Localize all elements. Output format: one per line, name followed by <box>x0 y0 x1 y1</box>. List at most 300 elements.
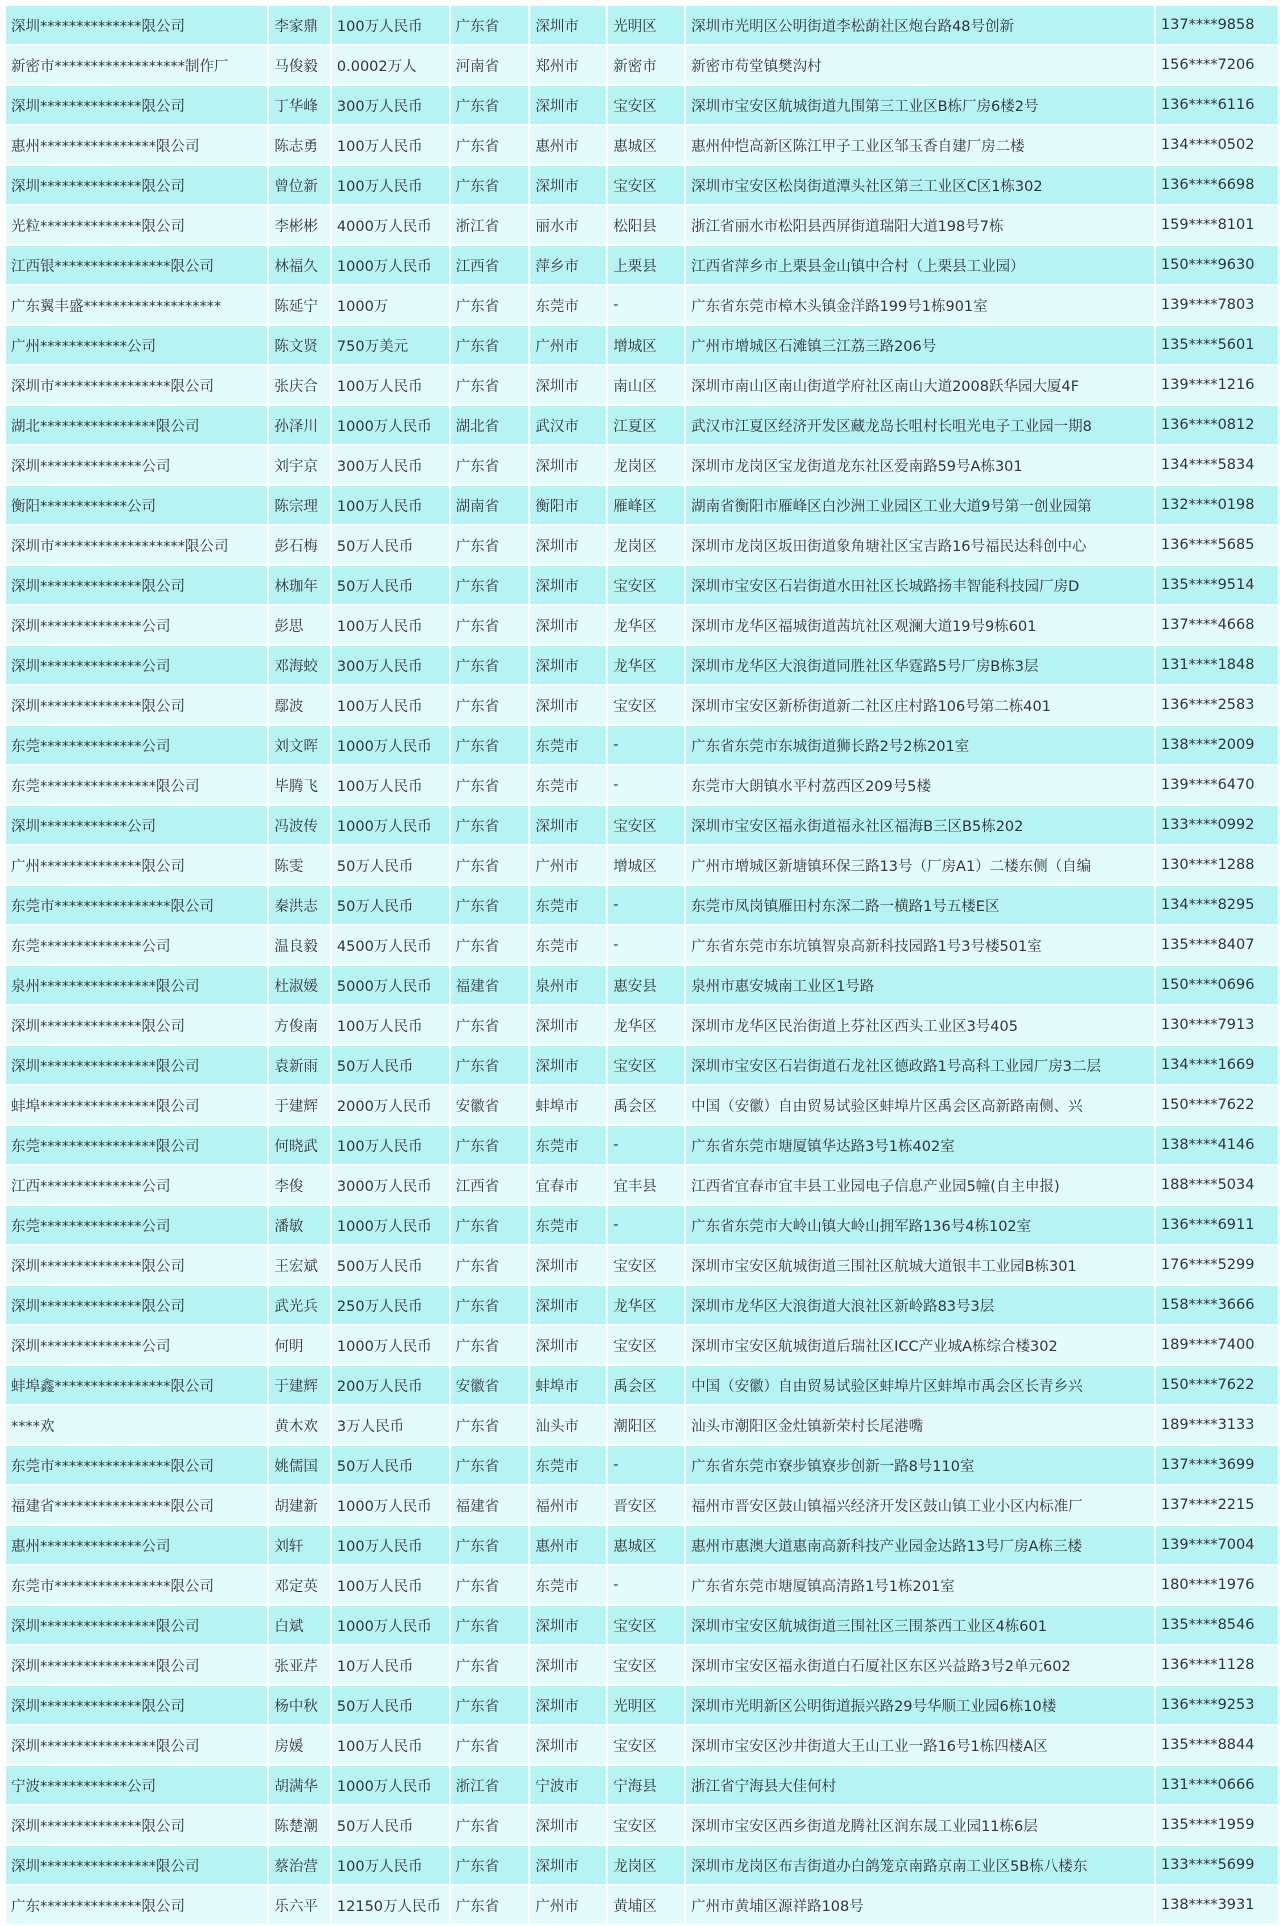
company-name-cell: 新密市******************制作厂 <box>6 46 267 84</box>
table-row <box>6 1166 1278 1204</box>
capital-cell: 100万人民币 <box>332 1846 449 1884</box>
district-cell: 禹会区 <box>608 1086 684 1124</box>
city-cell: 东莞市 <box>530 1206 606 1244</box>
district-cell: 光明区 <box>608 1686 684 1724</box>
phone-cell: 150****7622 <box>1156 1086 1278 1124</box>
address-cell: 广东省东莞市东城街道狮长路2号2栋201室 <box>686 726 1154 764</box>
district-cell: - <box>608 926 684 964</box>
city-cell: 深圳市 <box>530 446 606 484</box>
table-row <box>6 1406 1278 1444</box>
city-cell: 深圳市 <box>530 526 606 564</box>
capital-cell: 100万人民币 <box>332 366 449 404</box>
company-name-cell: 蚌埠鑫****************限公司 <box>6 1366 267 1404</box>
address-cell: 江西省萍乡市上栗县金山镇中合村（上栗县工业园） <box>686 246 1154 284</box>
address-cell: 广东省东莞市樟木头镇金洋路199号1栋901室 <box>686 286 1154 324</box>
legal-rep-cell: 冯波传 <box>269 806 330 844</box>
province-cell: 广东省 <box>451 1246 529 1284</box>
district-cell: 宝安区 <box>608 166 684 204</box>
capital-cell: 50万人民币 <box>332 1046 449 1084</box>
phone-cell: 137****3699 <box>1156 1446 1278 1484</box>
table-row <box>6 966 1278 1004</box>
address-cell: 广州市增城区新塘镇环保三路13号（厂房A1）二楼东侧（自编 <box>686 846 1154 884</box>
table-row <box>6 726 1278 764</box>
district-cell: 龙华区 <box>608 606 684 644</box>
capital-cell: 1000万人民币 <box>332 406 449 444</box>
company-name-cell: 深圳**************公司 <box>6 446 267 484</box>
district-cell: 晋安区 <box>608 1486 684 1524</box>
legal-rep-cell: 邓定英 <box>269 1566 330 1604</box>
company-name-cell: 东莞**************公司 <box>6 1206 267 1244</box>
company-name-cell: 东莞****************限公司 <box>6 766 267 804</box>
legal-rep-cell: 陈延宁 <box>269 286 330 324</box>
phone-cell: 138****3931 <box>1156 1886 1278 1924</box>
table-row <box>6 1766 1278 1804</box>
company-name-cell: 深圳**************限公司 <box>6 166 267 204</box>
legal-rep-cell: 蔡治营 <box>269 1846 330 1884</box>
province-cell: 广东省 <box>451 86 529 124</box>
phone-cell: 130****7913 <box>1156 1006 1278 1044</box>
province-cell: 广东省 <box>451 806 529 844</box>
company-name-cell: 衡阳************公司 <box>6 486 267 524</box>
table-row <box>6 566 1278 604</box>
province-cell: 广东省 <box>451 1846 529 1884</box>
address-cell: 深圳市宝安区航城街道三围社区三围茶西工业区4栋601 <box>686 1606 1154 1644</box>
province-cell: 广东省 <box>451 686 529 724</box>
phone-cell: 131****0666 <box>1156 1766 1278 1804</box>
province-cell: 广东省 <box>451 1286 529 1324</box>
table-row <box>6 1446 1278 1484</box>
legal-rep-cell: 陈志勇 <box>269 126 330 164</box>
city-cell: 深圳市 <box>530 1806 606 1844</box>
table-row <box>6 1566 1278 1604</box>
city-cell: 泉州市 <box>530 966 606 1004</box>
province-cell: 广东省 <box>451 1886 529 1924</box>
capital-cell: 12150万人民币 <box>332 1886 449 1924</box>
phone-cell: 137****9858 <box>1156 6 1278 44</box>
city-cell: 深圳市 <box>530 566 606 604</box>
address-cell: 深圳市宝安区松岗街道潭头社区第三工业区C区1栋302 <box>686 166 1154 204</box>
legal-rep-cell: 方俊南 <box>269 1006 330 1044</box>
province-cell: 广东省 <box>451 326 529 364</box>
city-cell: 东莞市 <box>530 1126 606 1164</box>
district-cell: 宝安区 <box>608 566 684 604</box>
district-cell: 宝安区 <box>608 1726 684 1764</box>
table-row <box>6 1246 1278 1284</box>
table-row <box>6 46 1278 84</box>
city-cell: 深圳市 <box>530 1006 606 1044</box>
phone-cell: 136****9253 <box>1156 1686 1278 1724</box>
capital-cell: 100万人民币 <box>332 1126 449 1164</box>
capital-cell: 100万人民币 <box>332 486 449 524</box>
legal-rep-cell: 于建辉 <box>269 1366 330 1404</box>
phone-cell: 136****5685 <box>1156 526 1278 564</box>
address-cell: 深圳市光明新区公明街道振兴路29号华顺工业园6栋10楼 <box>686 1686 1154 1724</box>
address-cell: 深圳市龙华区大浪街道同胜社区华霆路5号厂房B栋3层 <box>686 646 1154 684</box>
city-cell: 宜春市 <box>530 1166 606 1204</box>
capital-cell: 50万人民币 <box>332 566 449 604</box>
legal-rep-cell: 张亚芹 <box>269 1646 330 1684</box>
capital-cell: 250万人民币 <box>332 1286 449 1324</box>
company-name-cell: 深圳**************限公司 <box>6 1686 267 1724</box>
table-row <box>6 406 1278 444</box>
company-name-cell: 深圳****************限公司 <box>6 1646 267 1684</box>
legal-rep-cell: 潘敏 <box>269 1206 330 1244</box>
district-cell: 宝安区 <box>608 686 684 724</box>
city-cell: 深圳市 <box>530 1286 606 1324</box>
legal-rep-cell: 房媛 <box>269 1726 330 1764</box>
company-name-cell: 深圳**************公司 <box>6 646 267 684</box>
company-name-cell: 广东翼丰盛******************* <box>6 286 267 324</box>
city-cell: 武汉市 <box>530 406 606 444</box>
capital-cell: 2000万人民币 <box>332 1086 449 1124</box>
district-cell: 江夏区 <box>608 406 684 444</box>
district-cell: 宝安区 <box>608 806 684 844</box>
company-name-cell: 东莞****************限公司 <box>6 1126 267 1164</box>
company-name-cell: 深圳**************限公司 <box>6 1286 267 1324</box>
legal-rep-cell: 于建辉 <box>269 1086 330 1124</box>
capital-cell: 100万人民币 <box>332 606 449 644</box>
province-cell: 广东省 <box>451 1726 529 1764</box>
table-row <box>6 1286 1278 1324</box>
district-cell: - <box>608 766 684 804</box>
city-cell: 惠州市 <box>530 126 606 164</box>
company-name-cell: 深圳****************限公司 <box>6 1046 267 1084</box>
province-cell: 河南省 <box>451 46 529 84</box>
table-row <box>6 806 1278 844</box>
phone-cell: 134****5834 <box>1156 446 1278 484</box>
table-row <box>6 6 1278 44</box>
province-cell: 广东省 <box>451 6 529 44</box>
district-cell: 增城区 <box>608 846 684 884</box>
phone-cell: 135****8407 <box>1156 926 1278 964</box>
district-cell: 龙岗区 <box>608 446 684 484</box>
phone-cell: 139****1216 <box>1156 366 1278 404</box>
company-name-cell: 东莞市****************限公司 <box>6 1446 267 1484</box>
phone-cell: 176****5299 <box>1156 1246 1278 1284</box>
capital-cell: 1000万人民币 <box>332 1486 449 1524</box>
legal-rep-cell: 胡满华 <box>269 1766 330 1804</box>
city-cell: 萍乡市 <box>530 246 606 284</box>
table-row <box>6 1806 1278 1844</box>
district-cell: 南山区 <box>608 366 684 404</box>
company-name-cell: 东莞市****************限公司 <box>6 1566 267 1604</box>
capital-cell: 100万人民币 <box>332 1006 449 1044</box>
address-cell: 深圳市宝安区石岩街道石龙社区德政路1号高科工业园厂房3二层 <box>686 1046 1154 1084</box>
table-row <box>6 126 1278 164</box>
district-cell: 龙华区 <box>608 1286 684 1324</box>
capital-cell: 100万人民币 <box>332 1566 449 1604</box>
company-name-cell: 惠州**************公司 <box>6 1526 267 1564</box>
capital-cell: 200万人民币 <box>332 1366 449 1404</box>
capital-cell: 50万人民币 <box>332 1686 449 1724</box>
address-cell: 深圳市宝安区西乡街道龙腾社区润东晟工业园11栋6层 <box>686 1806 1154 1844</box>
legal-rep-cell: 杜淑媛 <box>269 966 330 1004</box>
phone-cell: 150****0696 <box>1156 966 1278 1004</box>
city-cell: 深圳市 <box>530 1726 606 1764</box>
table-row <box>6 846 1278 884</box>
company-name-cell: 东莞**************公司 <box>6 926 267 964</box>
legal-rep-cell: 马俊毅 <box>269 46 330 84</box>
capital-cell: 1000万人民币 <box>332 246 449 284</box>
company-name-cell: 深圳市****************限公司 <box>6 366 267 404</box>
address-cell: 深圳市南山区南山街道学府社区南山大道2008跃华园大厦4F <box>686 366 1154 404</box>
address-cell: 深圳市宝安区航城街道三围社区航城大道银丰工业园B栋301 <box>686 1246 1154 1284</box>
table-row <box>6 166 1278 204</box>
address-cell: 广州市增城区石滩镇三江荔三路206号 <box>686 326 1154 364</box>
district-cell: 龙岗区 <box>608 526 684 564</box>
province-cell: 广东省 <box>451 606 529 644</box>
phone-cell: 158****3666 <box>1156 1286 1278 1324</box>
city-cell: 广州市 <box>530 1886 606 1924</box>
capital-cell: 750万美元 <box>332 326 449 364</box>
phone-cell: 132****0198 <box>1156 486 1278 524</box>
phone-cell: 150****7622 <box>1156 1366 1278 1404</box>
province-cell: 广东省 <box>451 366 529 404</box>
city-cell: 广州市 <box>530 326 606 364</box>
province-cell: 广东省 <box>451 846 529 884</box>
legal-rep-cell: 杨中秋 <box>269 1686 330 1724</box>
legal-rep-cell: 李俊 <box>269 1166 330 1204</box>
company-name-cell: 深圳**************限公司 <box>6 686 267 724</box>
address-cell: 东莞市大朗镇水平村荔西区209号5楼 <box>686 766 1154 804</box>
phone-cell: 137****2215 <box>1156 1486 1278 1524</box>
city-cell: 深圳市 <box>530 1686 606 1724</box>
address-cell: 深圳市龙华区大浪街道大浪社区新岭路83号3层 <box>686 1286 1154 1324</box>
company-name-cell: 东莞市****************限公司 <box>6 886 267 924</box>
address-cell: 深圳市宝安区航城街道九围第三工业区B栋厂房6楼2号 <box>686 86 1154 124</box>
address-cell: 广东省东莞市寮步镇寮步创新一路8号110室 <box>686 1446 1154 1484</box>
province-cell: 浙江省 <box>451 206 529 244</box>
district-cell: 光明区 <box>608 6 684 44</box>
city-cell: 蚌埠市 <box>530 1086 606 1124</box>
province-cell: 广东省 <box>451 1566 529 1604</box>
city-cell: 深圳市 <box>530 1326 606 1364</box>
address-cell: 新密市苟堂镇樊沟村 <box>686 46 1154 84</box>
address-cell: 深圳市宝安区航城街道后瑞社区ICC产业城A栋综合楼302 <box>686 1326 1154 1364</box>
capital-cell: 300万人民币 <box>332 86 449 124</box>
capital-cell: 1000万人民币 <box>332 1606 449 1644</box>
table-row <box>6 1326 1278 1364</box>
city-cell: 深圳市 <box>530 86 606 124</box>
phone-cell: 135****1959 <box>1156 1806 1278 1844</box>
phone-cell: 188****5034 <box>1156 1166 1278 1204</box>
city-cell: 东莞市 <box>530 1446 606 1484</box>
legal-rep-cell: 陈雯 <box>269 846 330 884</box>
address-cell: 深圳市宝安区沙井街道大王山工业一路16号1栋四楼A区 <box>686 1726 1154 1764</box>
legal-rep-cell: 彭石梅 <box>269 526 330 564</box>
company-name-cell: 深圳**************限公司 <box>6 1246 267 1284</box>
district-cell: 惠城区 <box>608 1526 684 1564</box>
province-cell: 广东省 <box>451 1406 529 1444</box>
province-cell: 广东省 <box>451 1206 529 1244</box>
legal-rep-cell: 毕腾飞 <box>269 766 330 804</box>
district-cell: 龙华区 <box>608 646 684 684</box>
company-name-cell: 广州**************限公司 <box>6 846 267 884</box>
company-table-body <box>6 6 1278 1924</box>
address-cell: 惠州市惠澳大道惠南高新科技产业园金达路13号厂房A栋三楼 <box>686 1526 1154 1564</box>
phone-cell: 150****9630 <box>1156 246 1278 284</box>
phone-cell: 133****0992 <box>1156 806 1278 844</box>
address-cell: 深圳市宝安区石岩街道水田社区长城路扬丰智能科技园厂房D <box>686 566 1154 604</box>
company-name-cell: 惠州****************限公司 <box>6 126 267 164</box>
address-cell: 深圳市龙岗区布吉街道办白鸽笼京南路京南工业区5B栋八楼东 <box>686 1846 1154 1884</box>
district-cell: - <box>608 886 684 924</box>
legal-rep-cell: 陈楚潮 <box>269 1806 330 1844</box>
phone-cell: 135****8546 <box>1156 1606 1278 1644</box>
province-cell: 广东省 <box>451 446 529 484</box>
table-row <box>6 1726 1278 1764</box>
city-cell: 深圳市 <box>530 6 606 44</box>
capital-cell: 300万人民币 <box>332 646 449 684</box>
company-name-cell: 深圳**************限公司 <box>6 1006 267 1044</box>
district-cell: 雁峰区 <box>608 486 684 524</box>
province-cell: 广东省 <box>451 926 529 964</box>
legal-rep-cell: 胡建新 <box>269 1486 330 1524</box>
phone-cell: 136****6911 <box>1156 1206 1278 1244</box>
capital-cell: 1000万人民币 <box>332 1206 449 1244</box>
province-cell: 广东省 <box>451 566 529 604</box>
company-name-cell: 深圳**************限公司 <box>6 6 267 44</box>
phone-cell: 136****6698 <box>1156 166 1278 204</box>
province-cell: 广东省 <box>451 126 529 164</box>
company-name-cell: 深圳**************限公司 <box>6 566 267 604</box>
table-row <box>6 1646 1278 1684</box>
legal-rep-cell: 邓海蛟 <box>269 646 330 684</box>
table-row <box>6 326 1278 364</box>
city-cell: 东莞市 <box>530 1566 606 1604</box>
phone-cell: 139****7803 <box>1156 286 1278 324</box>
capital-cell: 100万人民币 <box>332 126 449 164</box>
address-cell: 福州市晋安区鼓山镇福兴经济开发区鼓山镇工业小区内标准厂 <box>686 1486 1154 1524</box>
phone-cell: 135****8844 <box>1156 1726 1278 1764</box>
province-cell: 广东省 <box>451 1646 529 1684</box>
capital-cell: 3000万人民币 <box>332 1166 449 1204</box>
city-cell: 深圳市 <box>530 1646 606 1684</box>
capital-cell: 300万人民币 <box>332 446 449 484</box>
city-cell: 东莞市 <box>530 766 606 804</box>
district-cell: - <box>608 1446 684 1484</box>
city-cell: 深圳市 <box>530 1846 606 1884</box>
company-name-cell: 深圳****************限公司 <box>6 1606 267 1644</box>
capital-cell: 100万人民币 <box>332 6 449 44</box>
province-cell: 江西省 <box>451 1166 529 1204</box>
district-cell: 宝安区 <box>608 1326 684 1364</box>
phone-cell: 189****7400 <box>1156 1326 1278 1364</box>
legal-rep-cell: 黄木欢 <box>269 1406 330 1444</box>
capital-cell: 100万人民币 <box>332 686 449 724</box>
legal-rep-cell: 丁华峰 <box>269 86 330 124</box>
address-cell: 中国（安徽）自由贸易试验区蚌埠片区禹会区高新路南侧、兴 <box>686 1086 1154 1124</box>
capital-cell: 1000万人民币 <box>332 1766 449 1804</box>
table-row <box>6 446 1278 484</box>
company-name-cell: ****欢 <box>6 1406 267 1444</box>
phone-cell: 136****1128 <box>1156 1646 1278 1684</box>
capital-cell: 50万人民币 <box>332 526 449 564</box>
company-name-cell: 东莞**************公司 <box>6 726 267 764</box>
capital-cell: 100万人民币 <box>332 1726 449 1764</box>
legal-rep-cell: 鄢波 <box>269 686 330 724</box>
district-cell: - <box>608 1566 684 1604</box>
district-cell: - <box>608 726 684 764</box>
district-cell: 上栗县 <box>608 246 684 284</box>
table-row <box>6 1126 1278 1164</box>
province-cell: 广东省 <box>451 646 529 684</box>
capital-cell: 50万人民币 <box>332 1806 449 1844</box>
province-cell: 福建省 <box>451 966 529 1004</box>
legal-rep-cell: 姚儒国 <box>269 1446 330 1484</box>
table-row <box>6 1606 1278 1644</box>
province-cell: 广东省 <box>451 1446 529 1484</box>
address-cell: 深圳市龙岗区坂田街道象角塘社区宝吉路16号福民达科创中心 <box>686 526 1154 564</box>
province-cell: 广东省 <box>451 766 529 804</box>
legal-rep-cell: 何明 <box>269 1326 330 1364</box>
company-name-cell: 广东**************限公司 <box>6 1886 267 1924</box>
province-cell: 广东省 <box>451 886 529 924</box>
address-cell: 深圳市龙华区民治街道上芬社区西头工业区3号405 <box>686 1006 1154 1044</box>
address-cell: 广州市黄埔区源祥路108号 <box>686 1886 1154 1924</box>
city-cell: 深圳市 <box>530 1606 606 1644</box>
address-cell: 深圳市龙华区福城街道茜坑社区观澜大道19号9栋601 <box>686 606 1154 644</box>
legal-rep-cell: 白斌 <box>269 1606 330 1644</box>
address-cell: 深圳市宝安区新桥街道新二社区庄村路106号第二栋401 <box>686 686 1154 724</box>
address-cell: 湖南省衡阳市雁峰区白沙洲工业园区工业大道9号第一创业园第 <box>686 486 1154 524</box>
phone-cell: 139****7004 <box>1156 1526 1278 1564</box>
address-cell: 广东省东莞市塘厦镇华达路3号1栋402室 <box>686 1126 1154 1164</box>
phone-cell: 135****9514 <box>1156 566 1278 604</box>
table-row <box>6 766 1278 804</box>
company-name-cell: 光粒**************限公司 <box>6 206 267 244</box>
address-cell: 中国（安徽）自由贸易试验区蚌埠片区蚌埠市禹会区长青乡兴 <box>686 1366 1154 1404</box>
table-row <box>6 1686 1278 1724</box>
legal-rep-cell: 曾位新 <box>269 166 330 204</box>
table-row <box>6 286 1278 324</box>
address-cell: 广东省东莞市东坑镇智泉高新科技园路1号3号楼501室 <box>686 926 1154 964</box>
legal-rep-cell: 武光兵 <box>269 1286 330 1324</box>
district-cell: 宜丰县 <box>608 1166 684 1204</box>
legal-rep-cell: 彭思 <box>269 606 330 644</box>
city-cell: 汕头市 <box>530 1406 606 1444</box>
capital-cell: 4000万人民币 <box>332 206 449 244</box>
city-cell: 衡阳市 <box>530 486 606 524</box>
district-cell: 增城区 <box>608 326 684 364</box>
address-cell: 深圳市光明区公明街道李松蓢社区炮台路48号创新 <box>686 6 1154 44</box>
district-cell: - <box>608 1206 684 1244</box>
table-row <box>6 1886 1278 1924</box>
phone-cell: 138****2009 <box>1156 726 1278 764</box>
company-name-cell: 宁波************公司 <box>6 1766 267 1804</box>
city-cell: 宁波市 <box>530 1766 606 1804</box>
address-cell: 深圳市宝安区福永街道福永社区福海B三区B5栋202 <box>686 806 1154 844</box>
capital-cell: 50万人民币 <box>332 846 449 884</box>
province-cell: 广东省 <box>451 726 529 764</box>
table-row <box>6 86 1278 124</box>
capital-cell: 50万人民币 <box>332 886 449 924</box>
phone-cell: 180****1976 <box>1156 1566 1278 1604</box>
legal-rep-cell: 何晓武 <box>269 1126 330 1164</box>
city-cell: 广州市 <box>530 846 606 884</box>
capital-cell: 0.0002万人 <box>332 46 449 84</box>
province-cell: 广东省 <box>451 1046 529 1084</box>
phone-cell: 159****8101 <box>1156 206 1278 244</box>
address-cell: 东莞市凤岗镇雁田村东深二路一横路1号五楼E区 <box>686 886 1154 924</box>
table-row <box>6 686 1278 724</box>
province-cell: 广东省 <box>451 1806 529 1844</box>
province-cell: 广东省 <box>451 1526 529 1564</box>
phone-cell: 133****5699 <box>1156 1846 1278 1884</box>
phone-cell: 156****7206 <box>1156 46 1278 84</box>
phone-cell: 137****4668 <box>1156 606 1278 644</box>
company-name-cell: 福建省****************限公司 <box>6 1486 267 1524</box>
